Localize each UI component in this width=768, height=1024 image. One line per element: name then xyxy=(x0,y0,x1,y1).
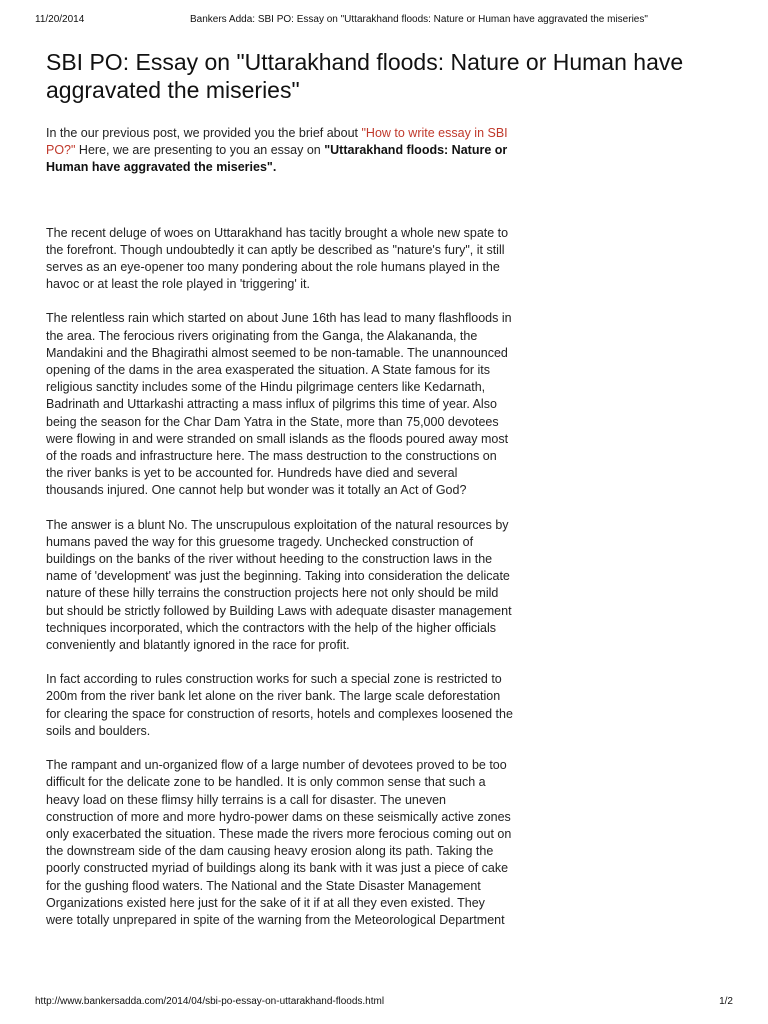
print-header xyxy=(35,14,733,30)
page-number: 1/2 xyxy=(719,996,733,1007)
paragraph-3: The answer is a blunt No. The unscrupulous exploitation of the natural resources by humans paved the way for this gruesome tragedy. Unchecked construction of buildings on the banks of the river without heeding to the construction laws in the name of 'development' was just the beginning. Taking into consideration the delicate nature of these hilly terrains the construction projects here not only should be mild but should be strictly followed by Building Laws with adequate disaster management techniques incorporated, which the contractors with the help of the higher officials conveniently and blatantly ignored in the race for profit. xyxy=(46,517,512,653)
how-to-write-essay-link[interactable]: "How to write essay in SBI PO?" xyxy=(46,126,508,158)
print-footer xyxy=(35,996,733,1010)
paragraph-5: The rampant and un-organized flow of a large number of devotees proved to be too difficult for the delicate zone to be handled. It is only common sense that such a heavy load on these flimsy hilly terrains is a call for disaster. The uneven construction of more and more hydro-power dams on these seismically active zones only exacerbated the situation. These made the rivers more ferocious coming out on the downstream side of the dam causing heavy erosion along its path. Taking the poorly constructed myriad of buildings along its bank with it was just a piece of cake for the gushing flood waters. The National and the State Disaster Management Organizations existed here just for the sake of it if at all they even existed. They were totally unprepared in spite of the warning from the Meteorological Department xyxy=(46,758,512,927)
paragraph-2: The relentless rain which started on about June 16th has lead to many flashfloods in the area. The ferocious rivers originating from the Ganga, the Alakananda, the Mandakini and the Bhagirathi almost seemed to be non-tamable. The unannounced opening of the dams in the area exasperated the situation. A State famous for its religious sanctity includes some of the Hindu pilgrimage centers like Kedarnath, Badrinath and Uttarkashi attracting a mass influx of pilgrims this time of year. Also being the season for the Char Dam Yatra in the State, more than 75,000 devotees were flowing in and were stranded on small islands as the floods poured away most of the roads and infrastructure here. The mass destruction to the constructions on the river banks is yet to be accounted for. Hundreds have died and several thousands injured. One cannot help but wonder was it totally an Act of God? xyxy=(46,311,512,498)
paragraph-4: In fact according to rules construction works for such a special zone is restricted to 200m from the river bank let alone on the river bank. The large scale deforestation for clearing the space for construction of resorts, hotels and complexes loosened the soils and boulders. xyxy=(46,672,513,738)
article-intro xyxy=(46,125,516,177)
print-date: 11/20/2014 xyxy=(35,14,85,25)
essay-topic: "Uttarakhand floods: Nature or Human have aggravated the miseries". xyxy=(46,143,508,175)
page-url: http://www.bankersadda.com/2014/04/sbi-po-essay-on-uttarakhand-floods.html xyxy=(35,996,385,1007)
print-page-title: Bankers Adda: SBI PO: Essay on "Uttarakhand floods: Nature or Human have aggravated the miseries" xyxy=(190,14,648,25)
article-title: SBI PO: Essay on "Uttarakhand floods: Nature or Human have aggravated the miseries" xyxy=(46,49,684,103)
intro-text-before-link: In the our previous post, we provided you the brief about xyxy=(46,126,362,140)
paragraph-1: The recent deluge of woes on Uttarakhand has tacitly brought a whole new spate to the forefront. Though undoubtedly it can aptly be described as "nature's fury", it still serves as an eye-opener too many pondering about the role humans played in the havoc or at least the role played in 'triggering' it. xyxy=(46,225,509,292)
intro-text-after-link: Here, we are presenting to you an essay on xyxy=(75,143,325,158)
article xyxy=(46,48,736,946)
